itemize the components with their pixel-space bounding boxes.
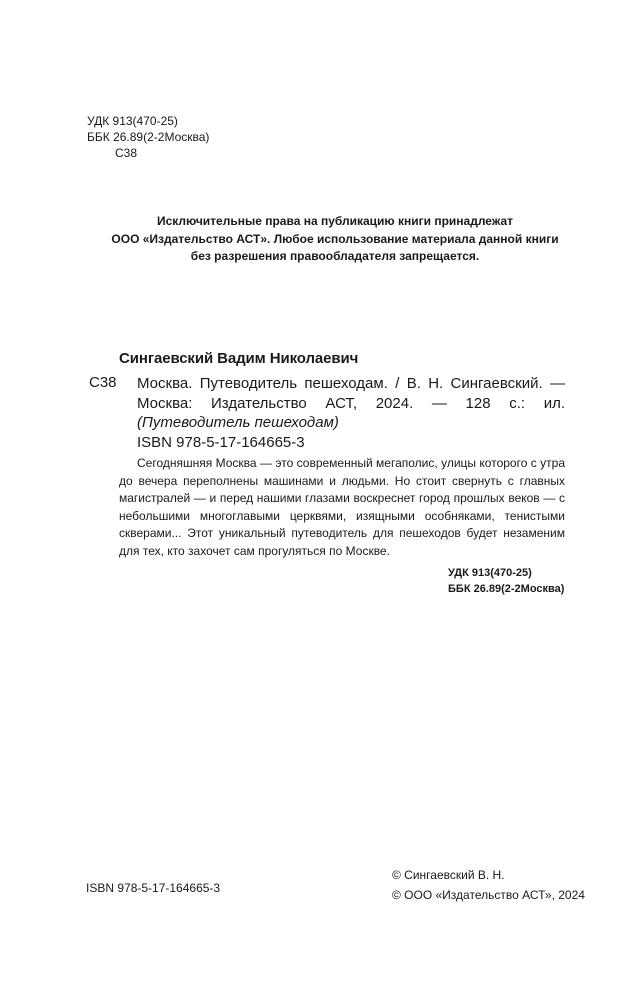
- rights-line: Исключительные права на публикацию книги принадлежат: [156, 214, 514, 228]
- catalog-author-mark: С38: [89, 374, 117, 391]
- author-mark: С38: [115, 146, 138, 160]
- catalog-isbn: ISBN 978-5-17-164665-3: [137, 434, 305, 451]
- classification-block-bottom: [448, 566, 565, 597]
- description-text: Москва. Путеводитель пешеходам. / В. Н. Сингаевский. — Москва: Издательство АСТ, 2024. — 128 с.: ил.: [137, 375, 565, 412]
- udk-code: УДК 913(470-25): [87, 114, 178, 128]
- rights-line: ООО «Издательство АСТ». Любое использование материала данной книги: [111, 231, 559, 246]
- classification-block-top: [87, 113, 209, 161]
- rights-notice: [80, 213, 590, 266]
- rights-line: без разрешения правообладателя запрещается.: [190, 249, 480, 263]
- copyright-publisher: © ООО «Издательство АСТ», 2024: [392, 888, 585, 902]
- bbk-code: ББК 26.89(2-2Москва): [87, 130, 210, 144]
- udk-code: УДК 913(470-25): [448, 567, 532, 579]
- annotation-text: Сегодняшняя Москва — это современный мегаполис, улицы которого с утра до вечера переполнены машинами и людьми. Но стоит свернуть с главных магистралей — и перед нашими глазами воскреснет город прошлых веков — с небольшими многоглавыми церквями, изящными особняками, тенистыми скверами... Этот уникальный путеводитель для пешеходов будет незаменим для тех, кто захочет сам прогуляться по Москве.: [119, 456, 565, 558]
- annotation: [119, 455, 565, 560]
- series-title: (Путеводитель пешеходам): [137, 414, 339, 431]
- copyright-author: © Сингаевский В. Н.: [392, 868, 505, 882]
- isbn-footer: ISBN 978-5-17-164665-3: [86, 881, 221, 895]
- bbk-code: ББК 26.89(2-2Москва): [448, 582, 565, 595]
- copyright-block: [392, 865, 585, 905]
- author-heading: Сингаевский Вадим Николаевич: [119, 350, 359, 367]
- bibliographic-description: [137, 374, 565, 433]
